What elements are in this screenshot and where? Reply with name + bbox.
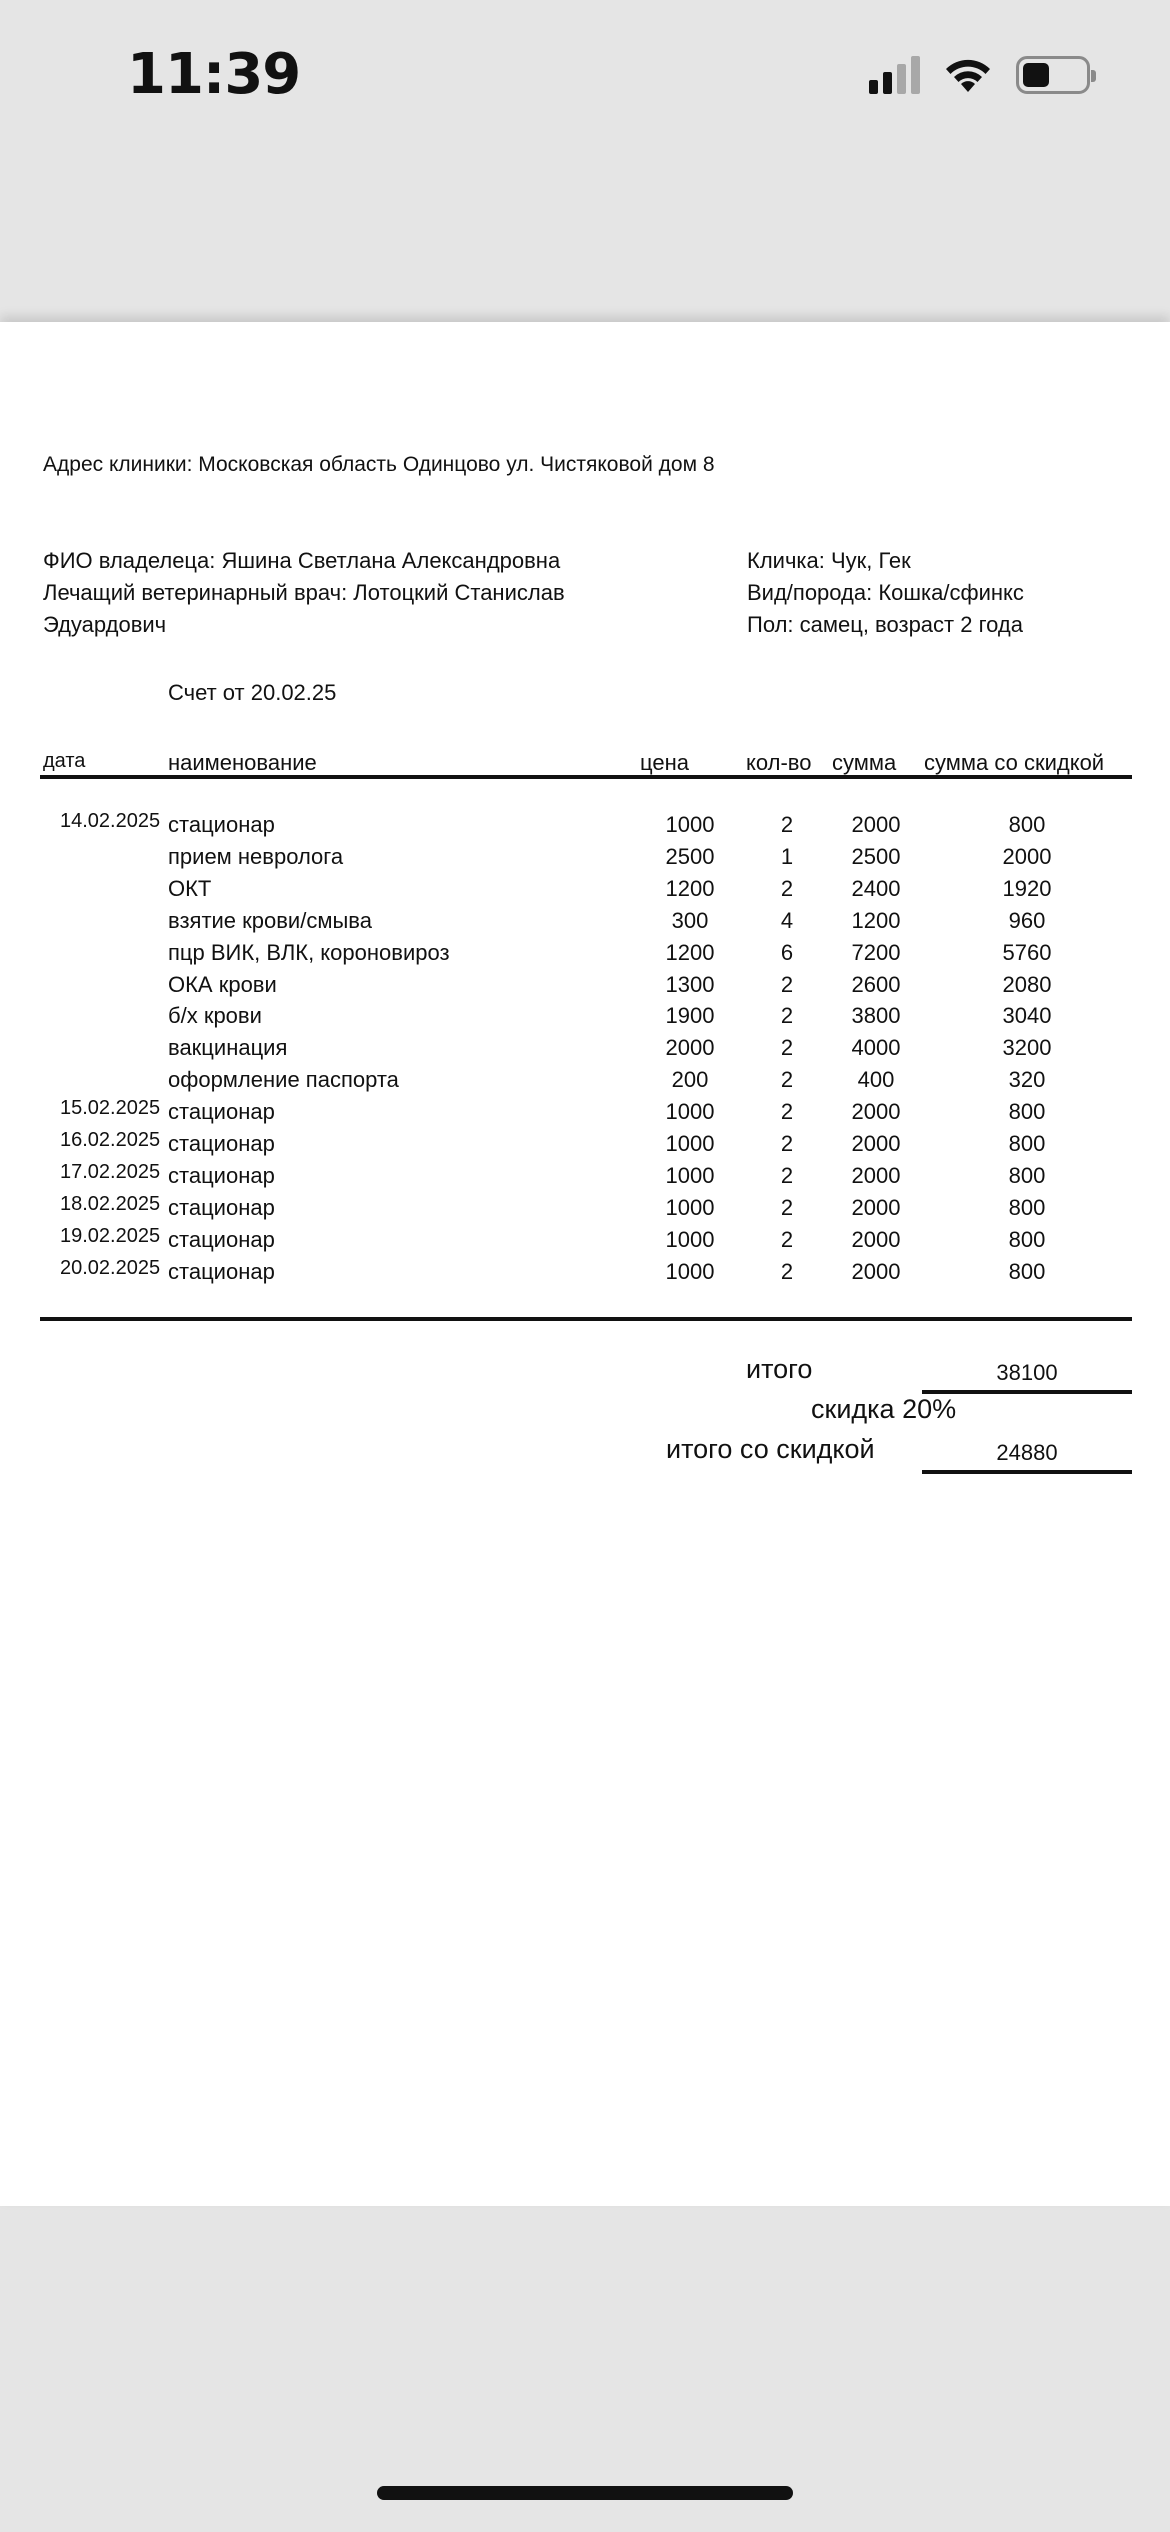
doctor-name-line2: Эдуардович bbox=[43, 612, 167, 637]
table-row bbox=[0, 940, 1170, 970]
row-name: стационар bbox=[168, 1131, 275, 1156]
row-name: ОКА крови bbox=[168, 971, 277, 997]
row-name: стационар bbox=[168, 1258, 275, 1284]
row-name: ОКТ bbox=[168, 875, 212, 901]
table-row bbox=[0, 844, 1170, 874]
row-date: 18.02.2025 bbox=[60, 1192, 161, 1215]
row-name: стационар bbox=[168, 1099, 275, 1125]
row-price: 1000 bbox=[665, 1194, 715, 1220]
status-icons bbox=[869, 56, 1090, 94]
row-name: стационар bbox=[168, 1226, 275, 1252]
row-name: стационар bbox=[168, 1162, 275, 1188]
row-sum: 2000 bbox=[851, 1194, 901, 1220]
row-qty: 2 bbox=[780, 1099, 794, 1125]
row-sum: 2000 bbox=[851, 1131, 901, 1156]
status-time: 11:39 bbox=[127, 42, 301, 107]
table-row bbox=[0, 1035, 1170, 1065]
table-row bbox=[0, 812, 1170, 842]
row-qty: 2 bbox=[780, 1162, 794, 1188]
row-sum: 2500 bbox=[851, 843, 901, 869]
row-price: 300 bbox=[671, 907, 709, 933]
row-qty: 2 bbox=[780, 812, 794, 837]
row-qty: 1 bbox=[780, 843, 794, 869]
row-sum: 4000 bbox=[851, 1035, 901, 1061]
row-price: 1000 bbox=[665, 1162, 715, 1188]
table-row bbox=[0, 1067, 1170, 1097]
doctor-name-line1: Лечащий ветеринарный врач: Лотоцкий Станислав bbox=[43, 580, 565, 605]
table-row bbox=[0, 1160, 1170, 1193]
row-sum: 3800 bbox=[851, 1003, 901, 1029]
table-row bbox=[0, 1192, 1170, 1225]
row-date: 16.02.2025 bbox=[60, 1129, 161, 1151]
row-price: 200 bbox=[671, 1067, 709, 1093]
row-discounted: 960 bbox=[1008, 907, 1046, 933]
row-qty: 4 bbox=[780, 907, 794, 933]
row-date: 19.02.2025 bbox=[60, 1224, 161, 1247]
cellular-signal-icon bbox=[869, 56, 920, 94]
header-divider bbox=[40, 775, 1132, 779]
row-name: прием невролога bbox=[168, 843, 344, 869]
row-sum: 2000 bbox=[851, 1099, 901, 1125]
table-row bbox=[0, 1099, 1170, 1129]
row-name: б/х крови bbox=[168, 1003, 262, 1029]
row-name: пцр ВИК, ВЛК, короновироз bbox=[168, 939, 450, 965]
row-sum: 2000 bbox=[851, 1258, 901, 1284]
row-sum: 2000 bbox=[851, 1226, 901, 1252]
row-price: 1000 bbox=[665, 1131, 715, 1156]
row-price: 1000 bbox=[665, 812, 715, 837]
table-row bbox=[0, 1224, 1170, 1257]
home-indicator[interactable] bbox=[377, 2486, 793, 2500]
row-sum: 1200 bbox=[851, 907, 901, 933]
row-date: 15.02.2025 bbox=[60, 1097, 161, 1120]
row-qty: 2 bbox=[780, 1194, 794, 1220]
row-name: вакцинация bbox=[168, 1035, 288, 1061]
battery-icon bbox=[1016, 56, 1090, 94]
row-price: 1900 bbox=[665, 1003, 715, 1029]
row-sum: 2600 bbox=[851, 971, 901, 997]
row-discounted: 800 bbox=[1008, 812, 1046, 837]
pet-sex-age: Пол: самец, возраст 2 года bbox=[747, 612, 1023, 637]
table-bottom-divider bbox=[40, 1317, 1132, 1321]
row-price: 1000 bbox=[665, 1099, 715, 1125]
row-price: 1000 bbox=[665, 1258, 715, 1284]
owner-name: ФИО владелеца: Яшина Светлана Александровна bbox=[43, 548, 561, 573]
row-sum: 2000 bbox=[851, 1162, 901, 1188]
invoice-title: Счет от 20.02.25 bbox=[168, 680, 337, 705]
row-price: 1200 bbox=[665, 939, 715, 965]
row-name: стационар bbox=[168, 1194, 275, 1220]
row-name: стационар bbox=[168, 812, 275, 837]
row-name: оформление паспорта bbox=[168, 1067, 399, 1093]
row-qty: 2 bbox=[780, 1226, 794, 1252]
table-row bbox=[0, 908, 1170, 938]
row-price: 1300 bbox=[665, 971, 715, 997]
row-discounted: 3200 bbox=[1002, 1035, 1052, 1061]
row-discounted: 5760 bbox=[1002, 939, 1052, 965]
row-price: 1200 bbox=[665, 875, 715, 901]
table-row bbox=[0, 1003, 1170, 1033]
row-qty: 2 bbox=[780, 1003, 794, 1029]
row-price: 2500 bbox=[665, 843, 715, 869]
header-sum: сумма bbox=[832, 750, 897, 775]
row-discounted: 2080 bbox=[1002, 971, 1052, 997]
discounted-total-underline bbox=[922, 1470, 1132, 1474]
row-qty: 2 bbox=[780, 875, 794, 901]
row-discounted: 800 bbox=[1008, 1226, 1046, 1252]
header-qty: кол-во bbox=[746, 750, 812, 775]
row-discounted: 800 bbox=[1008, 1194, 1046, 1220]
row-qty: 2 bbox=[780, 1131, 794, 1156]
document-page bbox=[0, 322, 1170, 2206]
clinic-address: Адрес клиники: Московская область Одинцово ул. Чистяковой дом 8 bbox=[43, 453, 715, 476]
row-discounted: 800 bbox=[1008, 1131, 1046, 1156]
wifi-icon bbox=[942, 56, 994, 94]
row-price: 1000 bbox=[665, 1226, 715, 1252]
row-name: взятие крови/смыва bbox=[168, 907, 372, 933]
row-discounted: 800 bbox=[1008, 1258, 1046, 1284]
total-label: итого bbox=[746, 1354, 813, 1384]
discounted-total-value: 24880 bbox=[996, 1440, 1058, 1465]
row-discounted: 800 bbox=[1008, 1099, 1046, 1125]
row-discounted: 3040 bbox=[1002, 1003, 1052, 1029]
total-value: 38100 bbox=[996, 1360, 1058, 1385]
row-sum: 2000 bbox=[851, 812, 901, 837]
row-qty: 2 bbox=[780, 971, 794, 997]
table-row bbox=[0, 876, 1170, 906]
row-discounted: 320 bbox=[1008, 1067, 1046, 1093]
table-row bbox=[0, 1256, 1170, 1289]
discounted-total-label: итого со скидкой bbox=[666, 1434, 875, 1464]
discount-label: скидка 20% bbox=[811, 1394, 957, 1424]
row-qty: 2 bbox=[780, 1067, 794, 1093]
row-qty: 6 bbox=[780, 939, 794, 965]
header-date: дата bbox=[43, 750, 86, 772]
header-discounted: сумма со скидкой bbox=[924, 750, 1105, 775]
header-name: наименование bbox=[168, 750, 317, 775]
header-price: цена bbox=[640, 750, 689, 775]
row-qty: 2 bbox=[780, 1258, 794, 1284]
row-discounted: 2000 bbox=[1002, 843, 1052, 869]
row-sum: 400 bbox=[857, 1067, 895, 1093]
row-sum: 7200 bbox=[851, 939, 901, 965]
row-date: 14.02.2025 bbox=[60, 810, 161, 832]
pet-breed: Вид/порода: Кошка/сфинкс bbox=[747, 580, 1024, 605]
row-price: 2000 bbox=[665, 1035, 715, 1061]
row-qty: 2 bbox=[780, 1035, 794, 1061]
row-discounted: 1920 bbox=[1002, 875, 1052, 901]
row-date: 17.02.2025 bbox=[60, 1160, 161, 1183]
table-row bbox=[0, 972, 1170, 1002]
table-row bbox=[0, 1131, 1170, 1161]
row-discounted: 800 bbox=[1008, 1162, 1046, 1188]
row-date: 20.02.2025 bbox=[60, 1256, 161, 1279]
row-sum: 2400 bbox=[851, 875, 901, 901]
pet-name: Кличка: Чук, Гек bbox=[747, 548, 911, 573]
